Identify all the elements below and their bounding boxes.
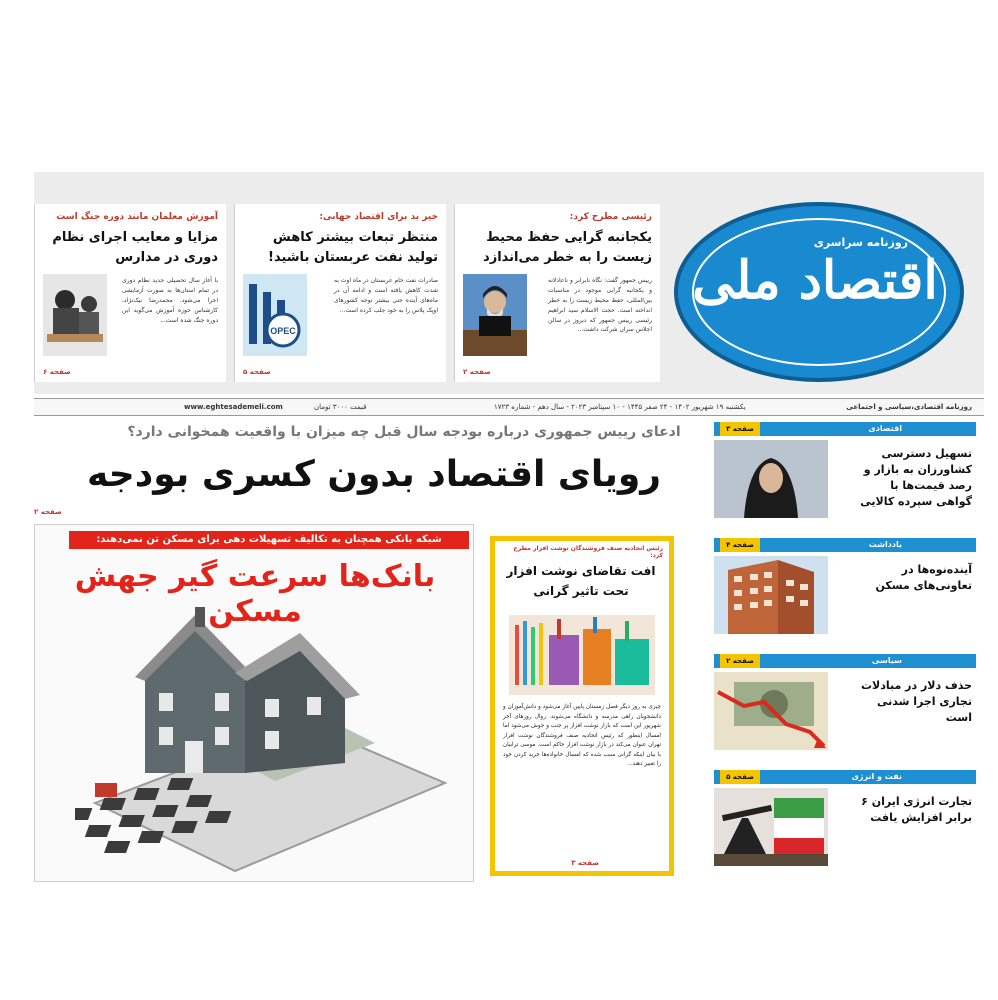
teaser-oil[interactable] xyxy=(234,204,446,382)
stationery-page-ref: صفحه ۳ xyxy=(571,859,599,867)
sidebar-title: تسهیل دسترسی کشاورزان به بازار و رصد قیمت‌ها با گواهی سپرده کالایی xyxy=(860,447,972,508)
masthead-logo[interactable] xyxy=(674,202,964,382)
sidebar-item-economy[interactable] xyxy=(714,422,976,534)
section-bar xyxy=(714,654,976,668)
teaser-headline: منتظر تبعات بیشتر کاهش تولید نفت عربستان باشید! xyxy=(268,230,438,266)
bank-kicker: شبکه بانکی همچنان به تکالیف تسهیلات دهی برای مسکن تن نمی‌دهند: xyxy=(69,531,469,549)
opec-photo xyxy=(243,274,307,356)
section-label: اقتصادی xyxy=(868,424,902,433)
sidebar-title: آینده‌نوه‌ها در تعاونی‌های مسکن xyxy=(875,563,972,592)
main-headline[interactable]: رویای اقتصاد بدون کسری بودجه xyxy=(86,454,662,495)
svg-text:OPEC: OPEC xyxy=(270,326,296,336)
stationery-headline: افت تقاضای نوشت افزار تحت تاثیر گرانی xyxy=(506,564,656,599)
teaser-schools[interactable] xyxy=(34,204,226,382)
section-label: یادداشت xyxy=(868,540,902,549)
teaser-page-ref: صفحه ۲ xyxy=(463,368,491,376)
price-label: قیمت ۳۰۰۰ تومان xyxy=(314,403,367,411)
house-calculator-photo xyxy=(75,603,455,873)
main-super-headline: ادعای رییس جمهوری درباره بودجه سال قبل چه میزان با واقعیت همخوانی دارد؟ xyxy=(127,424,681,440)
stationery-body: چیزی به روز دیگر فصل زمستان پایین آغاز می‌شود و دانش‌آموزان و دانشجویان راهی مدرسه و دانشگاه می‌شوند. روال روزهای آخر شهریور این است که بازار نوشت افزار پر جنب و جوش می‌شود اما امسال اینطور که رئیس اتحادیه صنف فروشندگان نوشت افزار تهران عنوان می‌کند در بازار نوشت افزار حاکم است. موسی ترابیان با بیان اینکه گرانی سبب شده که امسال خانواده‌ها خرید کردن خود را تغییر دهند... xyxy=(503,704,661,767)
section-page-ref: صفحه ۴ xyxy=(720,538,760,552)
section-page-ref: صفحه ۵ xyxy=(720,770,760,784)
stationery-story[interactable] xyxy=(490,536,674,876)
section-bar xyxy=(714,422,976,436)
teaser-body: رییس جمهور گفت: نگاه نابرابر و ناعادلانه و یکجانبه گرایی موجود در مناسبات بین‌المللی، حفظ محیط زیست را به خطر انداخته است. حجت الاسلام سید ابراهیم رئیسی رییس جمهور که دیروز در سالن اجلاس سران شرکت داشت... xyxy=(548,277,652,334)
stationery-photo xyxy=(509,615,655,695)
section-page-ref: صفحه ۳ xyxy=(720,422,760,436)
section-label: نفت و انرژی xyxy=(851,772,902,781)
sidebar-item-energy[interactable] xyxy=(714,770,976,882)
right-sidebar xyxy=(714,422,976,884)
paper-description: روزنامه اقتصادی،سیاسی و اجتماعی xyxy=(846,403,972,411)
newspaper-front-page xyxy=(34,172,984,884)
teaser-page-ref: صفحه ۵ xyxy=(243,368,271,376)
main-page-ref: صفحه ۲ xyxy=(34,508,62,516)
teaser-kicker: خیر بد برای اقتصاد جهانی: xyxy=(319,212,438,222)
section-label: سیاسی xyxy=(871,656,902,665)
dollar-chart-photo xyxy=(714,672,828,750)
stationery-kicker: رئیس اتحادیه صنف فروشندگان نوشت افزار مطرح کرد: xyxy=(513,545,663,559)
section-bar xyxy=(714,770,976,784)
sidebar-title: حذف دلار در مبادلات تجاری اجرا شدنی است xyxy=(860,679,972,724)
bank-headline: بانک‌ها سرعت گیر جهش مسکن xyxy=(74,559,436,629)
website-url[interactable]: www.eghtesademeli.com xyxy=(184,403,283,411)
teaser-body: صادرات نفت خام عربستان در ماه اوت به شدت کاهش یافته است و ادامه آن در ماه‌های آینده حتی بیشتر توجه کشورهای اوپک پلاس را به خود جلب کرده است... xyxy=(334,277,438,314)
teaser-headline: مزایا و معایب اجرای نظام دوری در مدارس xyxy=(52,230,218,266)
building-photo xyxy=(714,556,828,634)
sidebar-item-note[interactable] xyxy=(714,538,976,650)
bank-story[interactable] xyxy=(34,524,474,882)
teaser-kicker: رئیسی مطرح کرد: xyxy=(569,212,652,222)
top-teaser-strip xyxy=(34,172,984,394)
teaser-kicker: آموزش معلمان مانند دوره جنگ است xyxy=(56,212,218,222)
classroom-photo xyxy=(43,274,107,356)
section-bar xyxy=(714,538,976,552)
logo-title: اقتصاد ملی xyxy=(692,250,938,311)
dateline-bar xyxy=(34,398,984,416)
teaser-headline: یکجانبه گرایی حفظ محیط زیست را به خطر می‌اندازد xyxy=(483,230,652,266)
section-page-ref: صفحه ۲ xyxy=(720,654,760,668)
president-photo xyxy=(463,274,527,356)
woman-portrait-photo xyxy=(714,440,828,518)
logo-subtitle: روزنامه سراسری xyxy=(813,236,908,249)
teaser-page-ref: صفحه ۶ xyxy=(43,368,71,376)
main-column xyxy=(34,416,704,884)
sidebar-item-politics[interactable] xyxy=(714,654,976,766)
sidebar-title: تجارت انرژی ایران ۶ برابر افزایش یافت xyxy=(861,795,972,824)
teaser-environment[interactable] xyxy=(454,204,660,382)
issue-info: یکشنبه ۱۹ شهریور ۱۴۰۲ - ۲۴ صفر ۱۴۴۵ - ۱۰ سپتامبر ۲۰۲۳ - سال دهم - شماره ۱۷۲۳ xyxy=(494,403,746,411)
teaser-body: با آغاز سال تحصیلی جدید نظام دوری در تمام استان‌ها به صورت آزمایشی اجرا می‌شود. محمدرضا نیک‌نژاد، کارشناس حوزه آموزش می‌گوید این دوره جنگ شده است... xyxy=(122,277,218,324)
oil-pump-photo xyxy=(714,788,828,866)
